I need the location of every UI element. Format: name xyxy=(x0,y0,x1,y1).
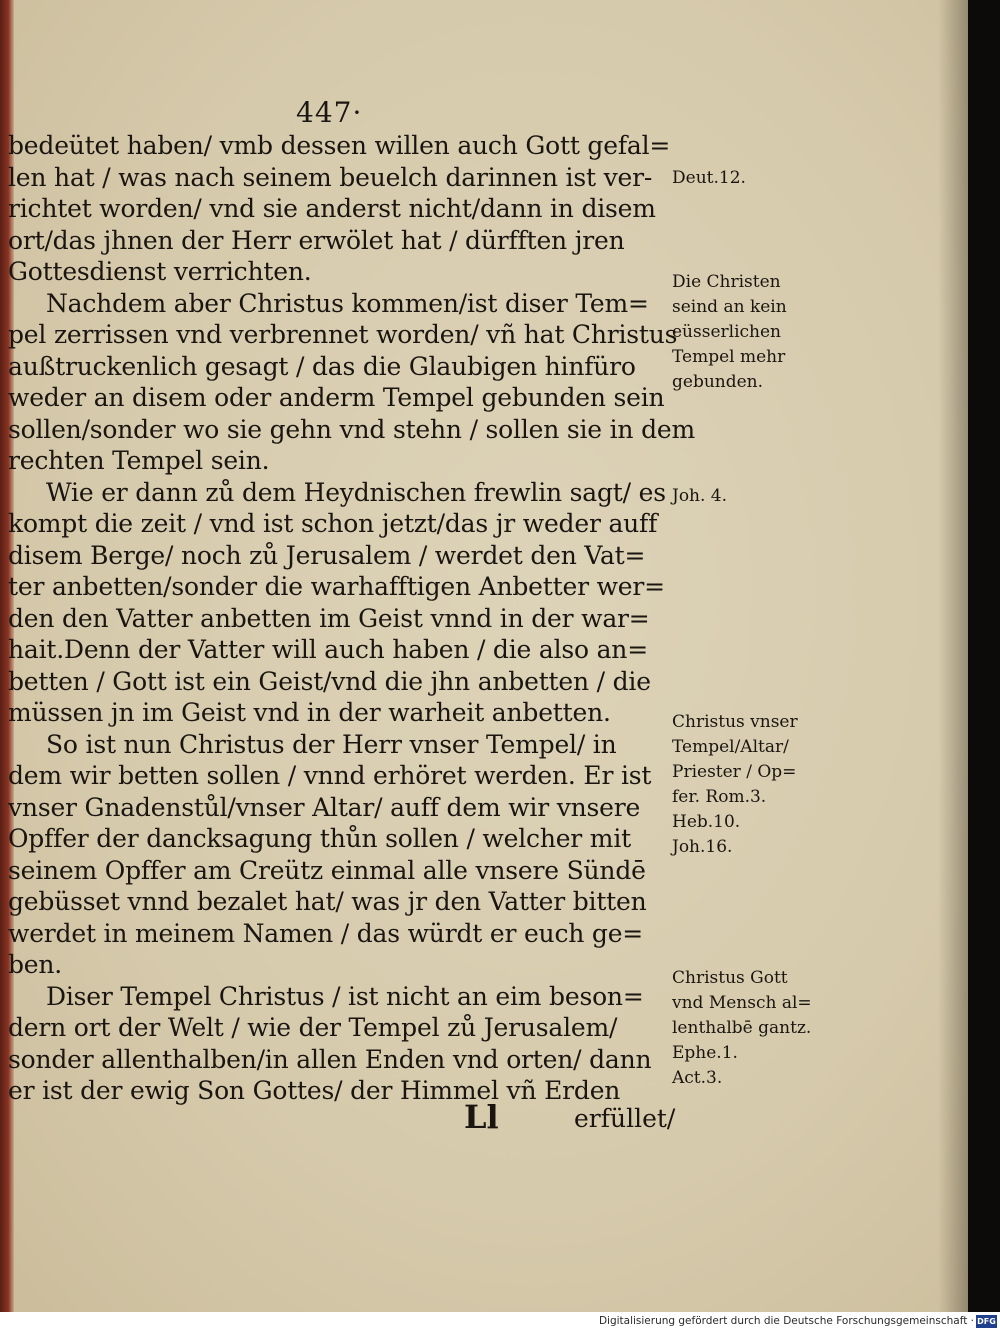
text-line: Gottesdienst verrichten. xyxy=(8,257,312,286)
page-number: 447· xyxy=(296,96,363,129)
main-text-block xyxy=(8,130,695,1107)
funding-credit: Digitalisierung gefördert durch die Deutsche Forschungsgemeinschaft · xyxy=(598,1315,974,1327)
page-right-shadow xyxy=(938,0,968,1312)
margin-note: Joh.16. xyxy=(672,837,733,857)
text-line: betten / Gott ist ein Geist/vnd die jhn anbetten / die xyxy=(8,666,651,696)
text-line: den den Vatter anbetten im Geist vnnd in der war= xyxy=(8,603,650,633)
text-line: Wie er dann zů dem Heydnischen frewlin sagt/ es xyxy=(46,477,666,507)
margin-note: Joh. 4. xyxy=(672,486,728,506)
text-line: dern ort der Welt / wie der Tempel zů Jerusalem/ xyxy=(8,1013,618,1042)
text-line: dem wir betten sollen / vnnd erhöret werden. Er ist xyxy=(8,761,652,790)
text-line: werdet in meinem Namen / das würdt er euch ge= xyxy=(8,918,644,948)
margin-note: Act.3. xyxy=(672,1068,723,1088)
margin-note: Die Christen xyxy=(672,272,781,292)
text-line: bedeütet haben/ vmb dessen willen auch Gott gefal= xyxy=(8,131,671,160)
margin-note: seind an kein xyxy=(672,297,787,317)
text-line: rechten Tempel sein. xyxy=(8,446,270,475)
margin-note: fer. Rom.3. xyxy=(672,787,767,807)
text-line: weder an disem oder anderm Tempel gebunden sein xyxy=(8,383,665,412)
margin-note: Deut.12. xyxy=(672,168,746,188)
text-line: seinem Opffer am Creütz einmal alle vnsere Sündē xyxy=(8,855,646,885)
margin-note: Heb.10. xyxy=(672,812,741,832)
dfg-logo: DFG xyxy=(977,1317,996,1326)
margin-note: Ephe.1. xyxy=(672,1043,738,1063)
text-line: sonder allenthalben/in allen Enden vnd orten/ dann xyxy=(8,1044,652,1074)
text-line: außtruckenlich gesagt / das die Glaubigen hinfüro xyxy=(8,351,636,381)
margin-note: Christus vnser xyxy=(672,712,798,732)
text-line: ter anbetten/sonder die warhafftigen Anbetter wer= xyxy=(8,572,665,601)
text-line: ben. xyxy=(8,950,63,979)
text-line: richtet worden/ vnd sie anderst nicht/dann in disem xyxy=(8,194,656,223)
text-line: hait.Denn der Vatter will auch haben / die also an= xyxy=(8,635,648,664)
margin-note: Tempel mehr xyxy=(672,347,786,367)
catchword: erfüllet/ xyxy=(574,1104,676,1133)
margin-note: gebunden. xyxy=(672,372,764,392)
text-line: ort/das jhnen der Herr erwölet hat / dürfften jren xyxy=(8,225,625,255)
margin-note: Priester / Op= xyxy=(672,762,797,782)
text-line: sollen/sonder wo sie gehn vnd stehn / sollen sie in dem xyxy=(8,414,695,444)
margin-note: Christus Gott xyxy=(672,968,788,988)
text-line: müssen jn im Geist vnd in der warheit anbetten. xyxy=(8,698,611,727)
signature-mark: Ll xyxy=(464,1098,499,1136)
text-line: Diser Tempel Christus / ist nicht an eim beson= xyxy=(46,981,644,1011)
text-line: Nachdem aber Christus kommen/ist diser Tem= xyxy=(46,288,649,318)
margin-note: eüsserlichen xyxy=(672,322,781,342)
margin-notes xyxy=(672,0,832,1200)
margin-note: Tempel/Altar/ xyxy=(672,737,789,757)
text-line: vnser Gnadenstůl/vnser Altar/ auff dem wir vnsere xyxy=(8,792,641,822)
text-line: gebüsset vnnd bezalet hat/ was jr den Vatter bitten xyxy=(8,887,647,916)
text-line: len hat / was nach seinem beuelch darinnen ist ver- xyxy=(8,162,653,192)
margin-note: vnd Mensch al= xyxy=(672,993,812,1013)
text-line: kompt die zeit / vnd ist schon jetzt/das jr weder auff xyxy=(8,509,658,538)
margin-note: lenthalbē gantz. xyxy=(672,1018,812,1038)
text-line: pel zerrissen vnd verbrennet worden/ vñ hat Christus xyxy=(8,320,678,349)
text-line: So ist nun Christus der Herr vnser Tempel/ in xyxy=(46,729,617,759)
text-line: disem Berge/ noch zů Jerusalem / werdet den Vat= xyxy=(8,540,646,570)
text-line: er ist der ewig Son Gottes/ der Himmel vñ Erden xyxy=(8,1076,621,1105)
text-line: Opffer der dancksagung thůn sollen / welcher mit xyxy=(8,824,631,853)
